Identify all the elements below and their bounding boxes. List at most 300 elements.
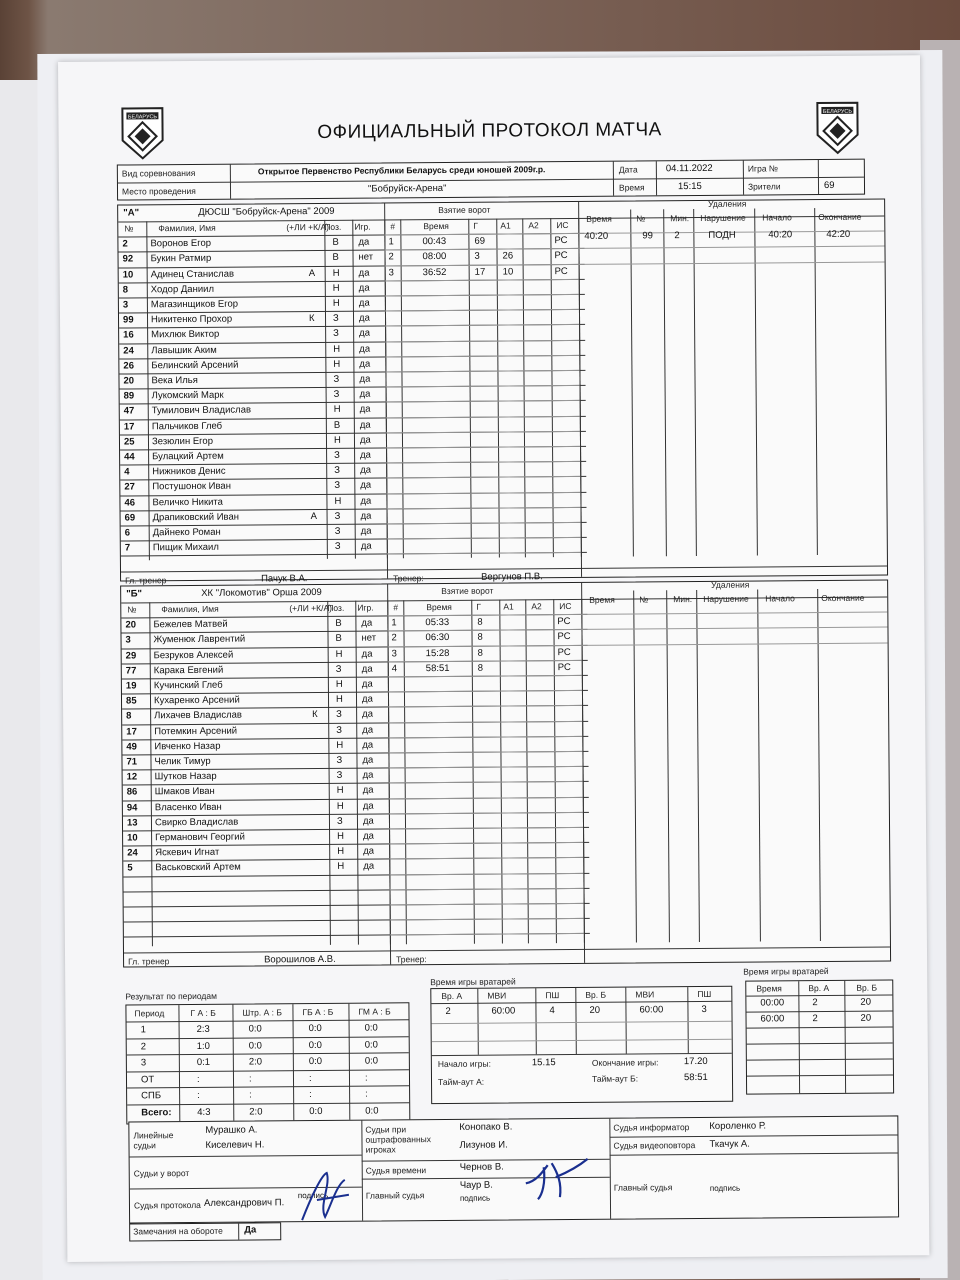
player-position: Н bbox=[333, 343, 341, 355]
goal-row-line bbox=[386, 476, 580, 479]
player-number: 3 bbox=[125, 634, 131, 646]
period-cell: 0:0 bbox=[365, 1105, 379, 1117]
period-cell: 0:0 bbox=[364, 1055, 379, 1067]
time-label: Время bbox=[618, 182, 645, 193]
player-number: 12 bbox=[126, 771, 138, 783]
player-name: Лавышик Аким bbox=[151, 344, 217, 356]
goal-scorer: 69 bbox=[474, 235, 486, 247]
player-position: З bbox=[334, 464, 341, 477]
column-line bbox=[754, 209, 758, 556]
player-position: Н bbox=[335, 693, 343, 706]
player-position: В bbox=[335, 617, 342, 630]
player-played: да bbox=[362, 769, 374, 781]
goalie2-row-line bbox=[747, 1042, 893, 1044]
goal-row-line bbox=[388, 675, 582, 678]
player-number: 47 bbox=[123, 405, 135, 417]
video-judge-label: Судья видеоповтора bbox=[613, 1140, 696, 1151]
goal-row-line bbox=[387, 552, 581, 555]
penalty-col-header: Нарушение bbox=[700, 212, 746, 223]
period-cell: 0:0 bbox=[364, 1039, 378, 1051]
player-position: З bbox=[334, 540, 341, 553]
column-line bbox=[355, 601, 359, 945]
player-played: да bbox=[362, 724, 374, 736]
goal-row-line bbox=[385, 279, 579, 282]
player-number: 5 bbox=[127, 862, 133, 874]
player-played: да bbox=[359, 343, 371, 355]
linesmen-label: Линейные судьи bbox=[133, 1130, 174, 1151]
player-name: Челик Тимур bbox=[154, 755, 211, 768]
player-played: да bbox=[359, 434, 371, 446]
player-number: 85 bbox=[125, 695, 137, 707]
goalie-header: ПШ bbox=[545, 990, 560, 1001]
player-number: 20 bbox=[125, 619, 137, 631]
period-cell: 2:3 bbox=[196, 1023, 210, 1035]
player-number: 44 bbox=[124, 451, 135, 463]
goal-row-line bbox=[386, 416, 580, 419]
player-position: Н bbox=[335, 648, 343, 660]
goalie2-cell: 2 bbox=[812, 1013, 818, 1025]
player-number: 16 bbox=[123, 329, 134, 341]
goal-number: 1 bbox=[388, 236, 394, 248]
goal-row-line bbox=[384, 248, 578, 251]
goal-row-line bbox=[388, 720, 582, 723]
goal-assist-1: 10 bbox=[502, 266, 514, 278]
period-cell: : bbox=[308, 1072, 312, 1084]
goal-col-header: Г bbox=[476, 601, 481, 612]
info-judge-label: Судья информатор bbox=[613, 1122, 690, 1133]
player-number: 69 bbox=[124, 512, 136, 524]
info-judge-name: Короленко Р. bbox=[709, 1120, 767, 1132]
player-played: да bbox=[361, 617, 373, 629]
goal-col-header: Время bbox=[423, 220, 449, 232]
period-col-line bbox=[348, 1004, 350, 1122]
goal-judges-label: Судьи у ворот bbox=[133, 1168, 190, 1179]
goalie-time-table bbox=[430, 986, 733, 1104]
goal-scorer: 17 bbox=[474, 266, 486, 278]
player-played: да bbox=[362, 754, 374, 766]
trainer-label: Тренер: bbox=[393, 572, 424, 583]
player-number: 29 bbox=[125, 649, 137, 662]
column-line bbox=[581, 599, 585, 943]
goal-scorer: 3 bbox=[474, 251, 480, 263]
player-name: Воронов Егор bbox=[150, 237, 212, 250]
player-played: да bbox=[363, 830, 374, 842]
linesman-2: Киселевич Н. bbox=[205, 1139, 265, 1151]
goals-title-a: Взятие ворот bbox=[438, 204, 491, 216]
player-name: Михлюк Виктор bbox=[151, 329, 220, 341]
period-cell: 0:0 bbox=[308, 1039, 322, 1051]
player-number: 3 bbox=[122, 299, 129, 311]
player-position: Н bbox=[333, 404, 341, 416]
player-number: 8 bbox=[122, 284, 129, 296]
goal-scorer: 8 bbox=[477, 632, 483, 644]
player-number: 77 bbox=[125, 665, 137, 677]
officials-table bbox=[128, 1115, 899, 1223]
period-cell: : bbox=[364, 1072, 368, 1084]
header-info-table bbox=[117, 159, 865, 201]
player-name: Власенко Иван bbox=[154, 801, 222, 813]
player-played: да bbox=[360, 449, 371, 461]
period-cell: ОТ bbox=[140, 1073, 155, 1085]
penalty-col-header: № bbox=[636, 213, 646, 224]
goal-row-line bbox=[388, 736, 582, 739]
player-position: З bbox=[333, 388, 340, 401]
goal-scorer: 8 bbox=[477, 647, 483, 659]
column-line bbox=[693, 209, 697, 556]
goal-number: 3 bbox=[388, 266, 395, 279]
player-col-header: Игр. bbox=[357, 602, 374, 613]
player-position: Н bbox=[334, 495, 342, 507]
player-number: 13 bbox=[126, 817, 138, 829]
goal-situation: РС bbox=[554, 235, 568, 247]
penalty-row-line bbox=[579, 261, 885, 264]
player-col-header: Поз. bbox=[327, 602, 345, 613]
player-name: Ходор Даниил bbox=[150, 283, 215, 296]
player-number: 25 bbox=[123, 436, 135, 448]
goal-situation: РС bbox=[557, 661, 571, 673]
spectators-label: Зрители bbox=[747, 181, 781, 192]
goal-col-header: # bbox=[393, 602, 399, 613]
period-cell: 2 bbox=[140, 1040, 147, 1052]
player-played: да bbox=[361, 663, 373, 675]
referee-name: Чаур В. bbox=[459, 1179, 493, 1191]
goals-title-b: Взятие ворот bbox=[441, 585, 494, 597]
goal-row-line bbox=[387, 614, 581, 617]
player-col-header: Поз. bbox=[324, 221, 342, 232]
goal-time: 06:30 bbox=[425, 632, 450, 644]
period-cell: : bbox=[248, 1073, 252, 1085]
period-cell: : bbox=[249, 1089, 252, 1101]
goalie-row-line bbox=[432, 1039, 732, 1042]
goalie2-cell: 60:00 bbox=[760, 1013, 785, 1025]
time-value: 15:15 bbox=[677, 180, 702, 193]
period-cell: 0:0 bbox=[309, 1105, 323, 1117]
player-number: 94 bbox=[126, 801, 138, 814]
goal-assist-1: 26 bbox=[502, 250, 514, 262]
period-cell: : bbox=[197, 1089, 200, 1101]
period-cell: Всего: bbox=[141, 1106, 172, 1118]
head-ref-sign-label: подпись bbox=[709, 1183, 741, 1193]
goal-scorer: 8 bbox=[477, 662, 484, 674]
goal-row-line bbox=[386, 446, 580, 449]
goalie-time-table-2 bbox=[745, 979, 894, 1094]
goal-situation: РС bbox=[554, 250, 568, 262]
player-number: 10 bbox=[127, 832, 138, 844]
period-cell: 0:0 bbox=[308, 1022, 322, 1035]
period-cell: 0:0 bbox=[308, 1055, 323, 1068]
goalie2-col-line bbox=[844, 981, 846, 1093]
player-name: Германович Георгий bbox=[155, 831, 245, 844]
player-name: Драпиковский Иван bbox=[152, 511, 240, 524]
player-position: Н bbox=[336, 739, 344, 751]
timekeeper-name: Чернов В. bbox=[459, 1161, 504, 1173]
coach-label: Гл. тренер bbox=[128, 955, 170, 967]
svg-text:БЕЛАРУСЬ: БЕЛАРУСЬ bbox=[822, 108, 853, 115]
timekeeper-label: Судья времени bbox=[365, 1165, 427, 1176]
player-position: В bbox=[332, 252, 339, 264]
player-number: 24 bbox=[123, 345, 134, 357]
penalty-box-label: Судьи при оштрафованных игроках bbox=[365, 1124, 432, 1155]
scorer-sign-label: подпись bbox=[297, 1190, 329, 1201]
player-name: Лихачев Владислав bbox=[154, 709, 243, 722]
period-cell: : bbox=[196, 1073, 200, 1085]
goal-number: 2 bbox=[391, 632, 397, 644]
team-b-letter: "Б" bbox=[126, 588, 143, 600]
column-line bbox=[327, 601, 331, 945]
head-ref-label: Главный судья bbox=[613, 1182, 673, 1193]
player-number: 4 bbox=[124, 466, 130, 478]
goal-number: 2 bbox=[388, 251, 394, 263]
goal-col-header: А2 bbox=[531, 601, 542, 612]
player-played: да bbox=[363, 845, 375, 857]
player-position: З bbox=[334, 449, 340, 461]
player-number: 71 bbox=[126, 756, 138, 768]
player-name: Бежелев Матвей bbox=[153, 618, 228, 631]
player-name: Магазинщиков Егор bbox=[150, 298, 239, 311]
player-played: да bbox=[360, 540, 372, 552]
goal-col-header: А1 bbox=[500, 220, 511, 231]
player-name: Безруков Алексей bbox=[153, 649, 234, 661]
goal-row-line bbox=[385, 294, 579, 297]
column-line bbox=[403, 600, 407, 944]
penalty-start: 40:20 bbox=[768, 229, 793, 241]
scorer-signature bbox=[297, 1165, 357, 1225]
player-name: Постушонок Иван bbox=[152, 481, 231, 493]
column-line bbox=[149, 602, 153, 946]
player-number: 7 bbox=[124, 542, 131, 554]
goal-row-line bbox=[389, 872, 583, 875]
spectators-value: 69 bbox=[823, 179, 835, 191]
player-position: Н bbox=[337, 830, 345, 842]
player-position: В bbox=[335, 633, 342, 645]
goalie-cell: 60:00 bbox=[491, 1005, 516, 1017]
player-position: Н bbox=[337, 861, 345, 873]
goalie2-row-line bbox=[747, 1058, 893, 1060]
goal-row-line bbox=[386, 492, 580, 495]
player-number: 6 bbox=[124, 527, 131, 539]
goal-row-line bbox=[389, 812, 583, 815]
period-header: Г А : Б bbox=[190, 1007, 216, 1018]
player-name: Лукомский Марк bbox=[151, 389, 224, 402]
player-number: 17 bbox=[126, 725, 137, 738]
goal-row-line bbox=[387, 522, 581, 525]
period-cell: 1:0 bbox=[196, 1040, 210, 1052]
goal-row-line bbox=[388, 644, 582, 647]
notes-label: Замечания на обороте bbox=[133, 1225, 223, 1237]
goal-row-line bbox=[386, 461, 580, 464]
goal-row-line bbox=[389, 781, 583, 784]
coach-label: Гл. тренер bbox=[125, 574, 167, 586]
goal-situation: РС bbox=[554, 265, 568, 277]
venue-label: Место проведения bbox=[121, 185, 196, 197]
player-mark: К bbox=[308, 313, 315, 325]
goalie2-cell: 20 bbox=[860, 1012, 872, 1024]
penalties-title-b: Удаления bbox=[711, 579, 750, 590]
player-name: Тумилович Владислав bbox=[151, 404, 252, 417]
player-played: да bbox=[359, 373, 371, 385]
goal-row-line bbox=[389, 857, 583, 860]
goalie2-header: Вр. Б bbox=[856, 982, 878, 993]
period-cell: 2:0 bbox=[248, 1056, 263, 1068]
player-name: Никитенко Прохор bbox=[150, 313, 233, 326]
period-cell: 0:0 bbox=[248, 1039, 262, 1052]
period-col-line bbox=[232, 1005, 234, 1123]
player-position: Н bbox=[337, 845, 345, 858]
player-position: Н bbox=[332, 297, 340, 309]
svg-text:БЕЛАРУСЬ: БЕЛАРУСЬ bbox=[127, 114, 158, 121]
referee-signature bbox=[522, 1153, 592, 1204]
goal-time: 08:00 bbox=[422, 251, 447, 263]
goal-row-line bbox=[388, 751, 582, 754]
player-number: 92 bbox=[122, 253, 134, 265]
goal-row-line bbox=[390, 933, 584, 936]
goal-time: 05:33 bbox=[425, 617, 450, 629]
player-position: Н bbox=[336, 785, 344, 797]
page-title: ОФИЦИАЛЬНЫЙ ПРОТОКОЛ МАТЧА bbox=[317, 119, 662, 143]
player-number: 2 bbox=[122, 238, 128, 250]
penalty-minutes: 2 bbox=[674, 230, 680, 242]
match-protocol-sheet bbox=[58, 55, 929, 1262]
goalie-header: ПШ bbox=[697, 988, 712, 1000]
player-played: да bbox=[361, 693, 373, 705]
player-name: Свирко Владислав bbox=[154, 816, 239, 829]
penalty-box-judge-1: Конопако В. bbox=[459, 1121, 513, 1133]
team-a-section bbox=[117, 198, 888, 586]
goal-scorer: 8 bbox=[477, 616, 483, 628]
player-played: нет bbox=[358, 251, 374, 264]
player-position: З bbox=[336, 815, 343, 827]
goal-time: 00:43 bbox=[422, 236, 447, 248]
goalie-cell: 20 bbox=[589, 1004, 601, 1016]
period-cell: : bbox=[365, 1088, 368, 1100]
penalty-col-header: Мин. bbox=[670, 213, 690, 224]
player-position: Н bbox=[332, 282, 340, 294]
player-number: 99 bbox=[122, 314, 134, 326]
goal-row-line bbox=[387, 629, 581, 632]
goal-row-line bbox=[387, 507, 581, 510]
goal-row-line bbox=[389, 796, 583, 799]
player-name: Булацкий Артем bbox=[152, 450, 224, 463]
period-cell: 4:3 bbox=[197, 1106, 211, 1118]
coach-line bbox=[124, 946, 890, 953]
period-cell: 1 bbox=[140, 1024, 146, 1036]
player-position: Н bbox=[333, 434, 341, 446]
penalty-time: 40:20 bbox=[584, 230, 609, 243]
goal-number: 4 bbox=[391, 663, 398, 675]
player-number: 19 bbox=[125, 680, 137, 692]
referee-label: Главный судья bbox=[365, 1190, 425, 1201]
date-value: 04.11.2022 bbox=[665, 162, 713, 175]
player-number: 26 bbox=[123, 360, 135, 372]
penalty-col-header: Начало bbox=[765, 593, 795, 604]
player-name: Пищик Михаил bbox=[152, 541, 219, 554]
player-col-header: Фамилия, Имя bbox=[158, 222, 216, 234]
game-start-value: 15.15 bbox=[531, 1057, 556, 1069]
player-position: З bbox=[334, 480, 341, 492]
player-name: Зезюлин Егор bbox=[151, 435, 214, 448]
player-name: Букин Ратмир bbox=[150, 253, 212, 265]
player-position: Н bbox=[332, 267, 340, 279]
notes-value: Да bbox=[244, 1224, 257, 1236]
player-position: З bbox=[336, 769, 343, 782]
player-played: да bbox=[362, 815, 374, 827]
goalie-header: Вр. А bbox=[441, 990, 463, 1002]
period-cell: СПБ bbox=[141, 1090, 162, 1102]
player-played: да bbox=[358, 267, 370, 279]
goalie2-cell: 00:00 bbox=[760, 997, 785, 1009]
goalie2-header: Вр. А bbox=[808, 982, 830, 994]
penalty-col-header: Начало bbox=[762, 212, 792, 223]
player-played: да bbox=[359, 403, 371, 416]
goal-situation: РС bbox=[557, 631, 571, 643]
linesman-1: Мурашко А. bbox=[205, 1124, 258, 1136]
player-col-header: Фамилия, Имя bbox=[161, 603, 219, 615]
period-cell: 3 bbox=[140, 1057, 147, 1069]
player-position: З bbox=[332, 312, 339, 325]
timeout-b-label: Тайм-аут Б: bbox=[591, 1073, 639, 1084]
period-header: Штр. А : Б bbox=[242, 1007, 282, 1018]
period-header: Период bbox=[134, 1008, 165, 1019]
period-col-line bbox=[178, 1005, 180, 1123]
goal-time: 36:52 bbox=[422, 266, 447, 278]
scorer-name: Александрович П. bbox=[203, 1197, 285, 1209]
goalie2-header: Время bbox=[756, 983, 782, 994]
goalie-header: Вр. Б bbox=[585, 989, 607, 1000]
player-position: З bbox=[334, 510, 341, 522]
player-played: да bbox=[362, 739, 374, 751]
periods-table bbox=[125, 1002, 410, 1124]
period-header: ГМ А : Б bbox=[358, 1006, 391, 1017]
date-label: Дата bbox=[618, 164, 638, 175]
venue-value: "Бобруйск-Арена" bbox=[367, 182, 447, 195]
player-col-header: (+ЛИ +К/А) bbox=[286, 221, 329, 233]
player-number: 10 bbox=[122, 269, 134, 281]
player-name: Века Илья bbox=[151, 374, 198, 387]
player-played: да bbox=[359, 327, 371, 340]
player-name: Адинец Станислав bbox=[150, 268, 235, 280]
goal-number: 3 bbox=[391, 647, 397, 659]
goal-row-line bbox=[385, 355, 579, 358]
team-b-section bbox=[120, 579, 891, 967]
period-col-line bbox=[292, 1004, 294, 1122]
player-position: З bbox=[334, 525, 341, 537]
goal-row-line bbox=[387, 537, 581, 540]
penalty-col-header: Окончание bbox=[821, 592, 865, 604]
goal-row-line bbox=[385, 324, 579, 327]
player-position: З bbox=[335, 663, 342, 675]
game-end-label: Окончание игры: bbox=[591, 1057, 659, 1068]
goalie2-col-line bbox=[798, 981, 800, 1093]
player-played: да bbox=[360, 525, 372, 537]
competition-label: Вид соревнования bbox=[121, 167, 196, 179]
player-name: Нижников Денис bbox=[152, 465, 226, 478]
goal-row-line bbox=[386, 400, 580, 403]
player-played: да bbox=[360, 479, 372, 492]
player-number: 89 bbox=[123, 390, 135, 402]
player-name: Кучинский Глеб bbox=[153, 679, 223, 692]
goalie-header: МВИ bbox=[635, 989, 655, 1000]
goal-row-line bbox=[390, 903, 584, 906]
player-position: Н bbox=[333, 358, 341, 370]
goal-row-line bbox=[390, 918, 584, 921]
penalty-end: 42:20 bbox=[826, 228, 851, 241]
penalty-col-header: Окончание bbox=[818, 211, 862, 223]
player-mark: К bbox=[312, 709, 318, 721]
penalty-row-line bbox=[578, 246, 884, 249]
column-line bbox=[471, 600, 475, 944]
timeout-a-label: Тайм-аут А: bbox=[437, 1076, 485, 1088]
player-played: да bbox=[362, 708, 374, 721]
